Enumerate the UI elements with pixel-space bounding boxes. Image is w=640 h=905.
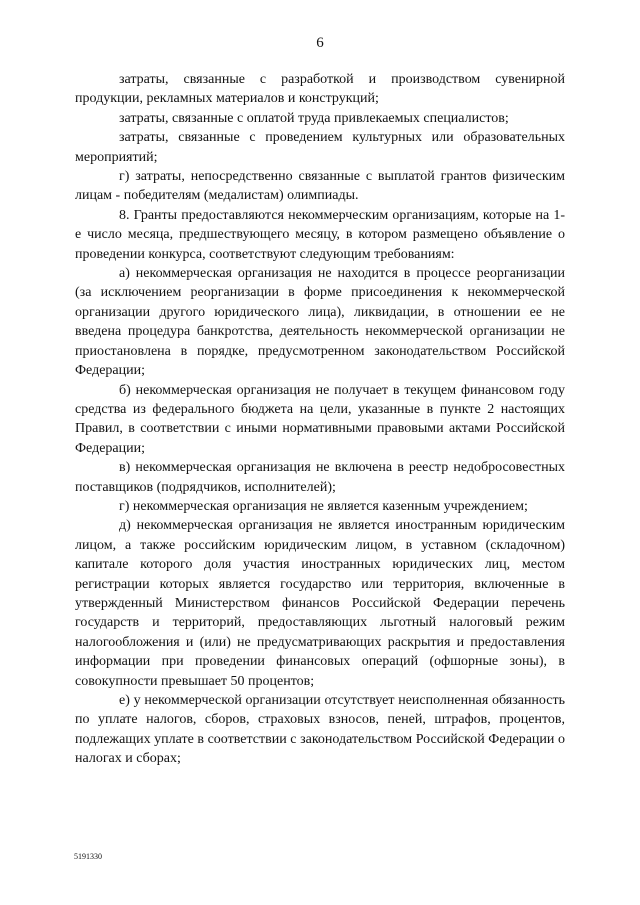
document-body xyxy=(75,70,565,769)
paragraph-requirement-e: е) у некоммерческой организации отсутствует неисполненная обязанность по уплате налогов, сборов, страховых взносов, пеней, штрафов, процентов, подлежащих уплате в соответствии с законодательством Российской Федерации о налогах и сборах; xyxy=(75,693,565,767)
document-code: 5191330 xyxy=(74,852,102,861)
paragraph-grant-costs: г) затраты, непосредственно связанные с выплатой грантов физическим лицам - победителям (медалистам) олимпиады. xyxy=(75,169,565,204)
paragraph-clause-8: 8. Гранты предоставляются некоммерческим организациям, которые на 1-е число месяца, предшествующего месяцу, в котором размещено объявление о проведении конкурса, соответствуют следующим требованиям: xyxy=(75,207,565,262)
paragraph-requirement-v: в) некоммерческая организация не включена в реестр недобросовестных поставщиков (подрядчиков, исполнителей); xyxy=(75,460,565,495)
paragraph-souvenir-costs: затраты, связанные с разработкой и производством сувенирной продукции, рекламных материалов и конструкций; xyxy=(75,72,565,107)
paragraph-event-costs: затраты, связанные с проведением культурных или образовательных мероприятий; xyxy=(75,130,565,165)
page-number: 6 xyxy=(316,35,324,51)
paragraph-requirement-a: а) некоммерческая организация не находится в процессе реорганизации (за исключением реорганизации в форме присоединения к некоммерческой организации другого юридического лица), ликвидации, в отношении ее не введена процедура банкротства, деятельность некоммерческой организации не приостановлена в порядке, предусмотренном законодательством Российской Федерации; xyxy=(75,266,565,379)
paragraph-requirement-d: д) некоммерческая организация не является иностранным юридическим лицом, а также российским юридическим лицом, в уставном (складочном) капитале которого доля участия иностранных юридических лиц, местом регистрации которых является государство или территория, включенные в утвержденный Министерством финансов Российской Федерации перечень государств и территорий, предоставляющих льготный налоговый режим налогообложения и (или) не предусматривающих раскрытия и предоставления информации при проведении финансовых операций (офшорные зоны), в совокупности превышает 50 процентов; xyxy=(75,518,565,689)
paragraph-requirement-b: б) некоммерческая организация не получает в текущем финансовом году средства из федерального бюджета на цели, указанные в пункте 2 настоящих Правил, в соответствии с иными нормативными правовыми актами Российской Федерации; xyxy=(75,382,565,456)
paragraph-requirement-g: г) некоммерческая организация не является казенным учреждением; xyxy=(119,498,528,514)
paragraph-specialist-costs: затраты, связанные с оплатой труда привлекаемых специалистов; xyxy=(119,110,509,126)
